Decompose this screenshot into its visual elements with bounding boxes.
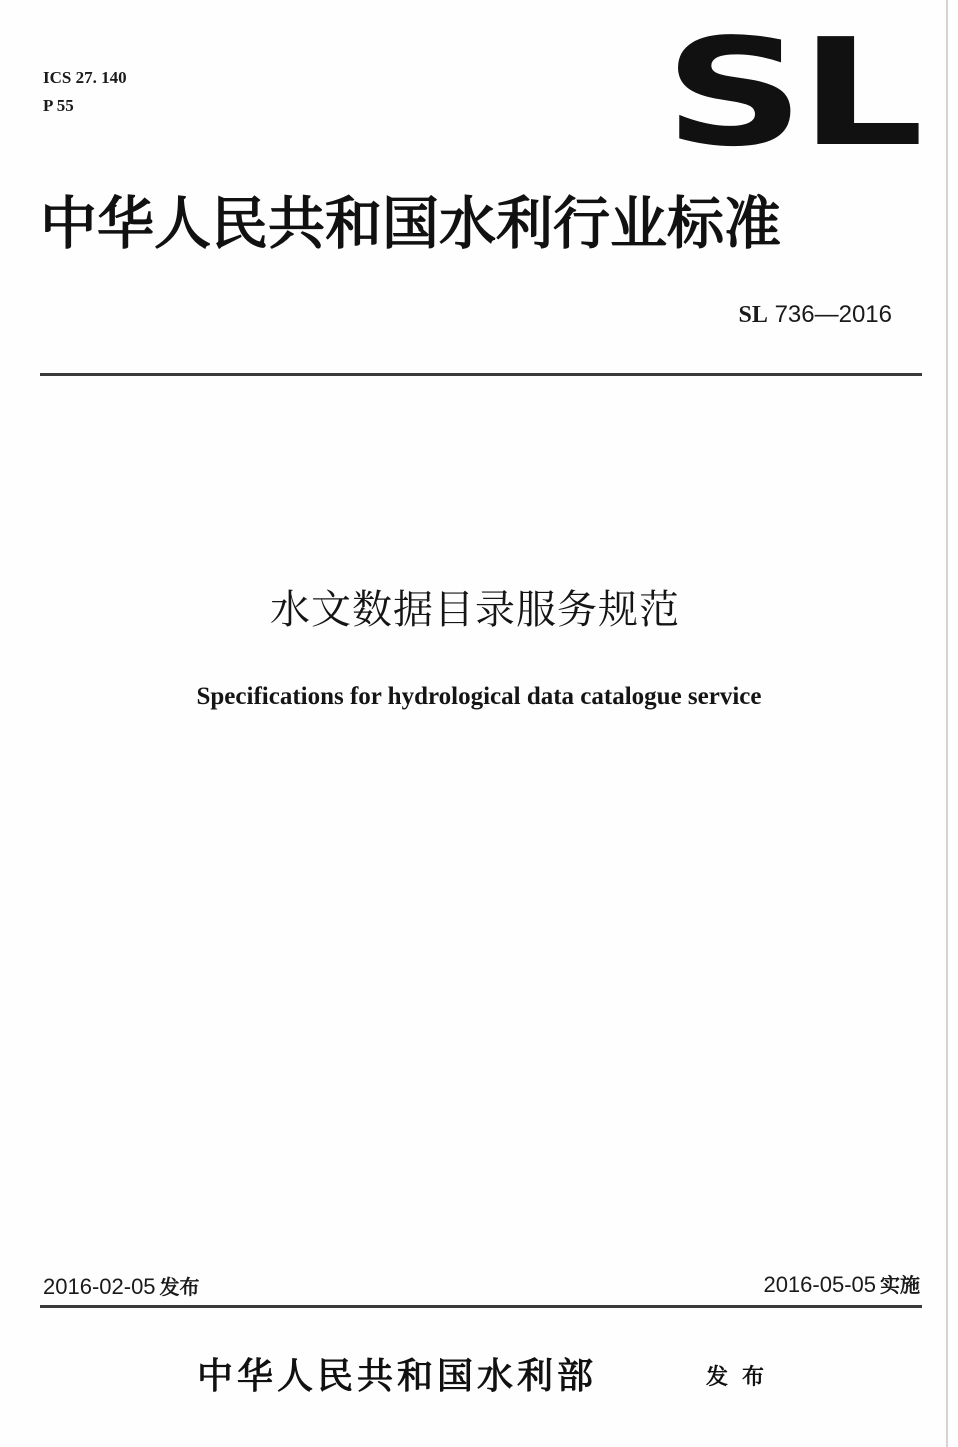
classification-codes (43, 64, 127, 120)
document-title-chinese: 水文数据目录服务规范 (270, 587, 680, 633)
implementation-date-line (763, 1270, 920, 1300)
sl-logo (664, 7, 919, 179)
ics-code: ICS 27. 140 (43, 68, 127, 87)
page-edge-shadow (946, 0, 948, 1447)
standard-number-prefix: SL (738, 302, 768, 328)
implementation-date: 2016-05-05 (763, 1272, 876, 1297)
standard-number-value: 736—2016 (774, 301, 892, 328)
issue-date: 2016-02-05 (43, 1274, 156, 1299)
ccs-code: P 55 (43, 96, 74, 115)
issue-date-line (43, 1272, 200, 1302)
publisher-label: 发布 (706, 1365, 779, 1390)
bottom-divider (40, 1305, 922, 1308)
publisher-name: 中华人民共和国水利部 (197, 1355, 598, 1397)
implementation-label: 实施 (880, 1273, 920, 1297)
document-title-english: Specifications for hydrological data catalogue service (196, 683, 762, 710)
standard-type-heading: 中华人民共和国水利行业标准 (40, 190, 781, 257)
top-divider (40, 373, 922, 376)
sl-logo-text: SL (664, 7, 919, 179)
standard-number (739, 300, 892, 330)
issue-label: 发布 (159, 1275, 200, 1299)
